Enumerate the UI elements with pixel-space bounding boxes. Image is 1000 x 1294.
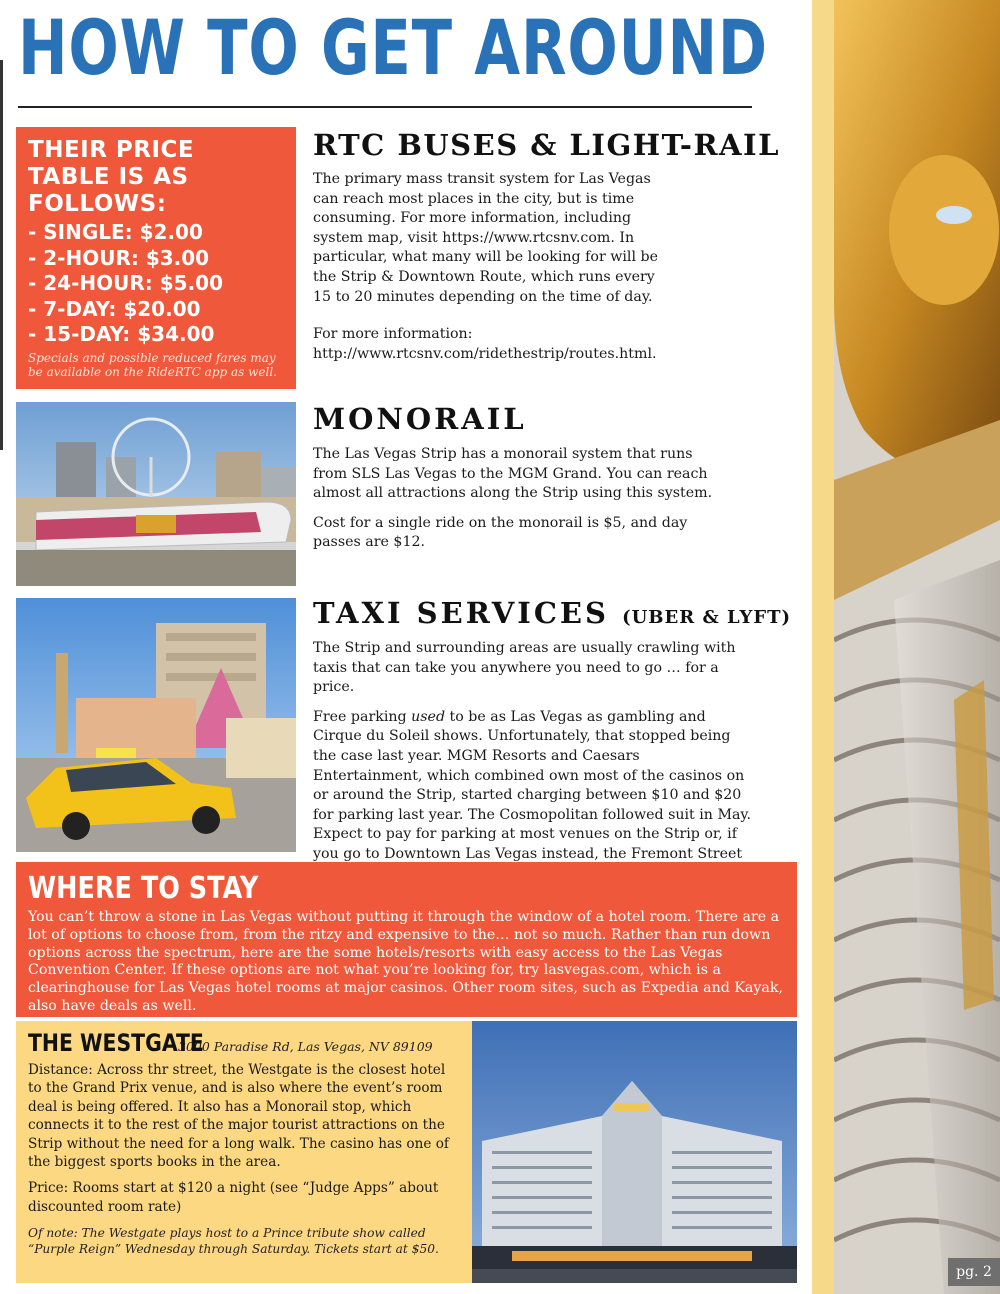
westgate-note: Of note: The Westgate plays host to a Prince tribute show called “Purple Reign” Wednesday through Saturday. Tickets start at $50.	[28, 1226, 439, 1257]
price-table-heading: THEIR PRICE TABLE IS AS FOLLOWS:	[28, 137, 195, 217]
parking-text-rest: to be as Las Vegas as gambling and Cirque du Soleil shows. Unfortunately, that stopped being the case last year. MGM Resorts and Caesars Entertainment, which combined own most of the casinos on or around the Strip, started charging between $10 and $20 for parking last year. The Cosmopolitan followed suit in May. Expect to pay for parking at most venues on the Strip or, if you go to Downtown Las Vegas instead, the Fremont Street	[313, 708, 752, 862]
side-decorative-art	[834, 0, 1000, 1294]
taxi-section-title	[313, 596, 791, 630]
side-color-strip	[812, 0, 834, 1294]
rtc-more-info: For more information: http://www.rtcsnv.com/ridethestrip/routes.html.	[313, 326, 657, 362]
taxi-photo	[16, 598, 296, 852]
taxi-paragraph: The Strip and surrounding areas are usually crawling with taxis that can take you anywhere you need to go … for a price.	[313, 640, 736, 696]
westgate-title: THE WESTGATE	[28, 1029, 204, 1057]
price-item: - 24-HOUR: $5.00	[28, 271, 223, 295]
price-item: - 2-HOUR: $3.00	[28, 245, 210, 270]
monorail-section-title: MONORAIL	[313, 402, 527, 436]
westgate-box	[16, 1021, 472, 1283]
where-to-stay-box	[16, 862, 797, 1017]
monorail-cost: Cost for a single ride on the monorail is $5, and day passes are $12.	[313, 514, 688, 551]
where-to-stay-text: You can’t throw a stone in Las Vegas without putting it through the window of a hotel room. There are a lot of options to choose from, from the ritzy and expensive to the… not so much. Rather than run down options across the spectrum, here are the some hotels/resorts with easy access to the Las Vegas Convention Center. If these options are not what you’re looking for, try lasvegas.com, which is a clearinghouse for Las Vegas hotel rooms at major casinos. Other room sites, such as Expedia and Kayak, also have deals as well.	[28, 909, 783, 1014]
rtc-paragraph: The primary mass transit system for Las Vegas can reach most places in the city, but is time consuming. For more information, including system map, visit https://www.rtcsnv.com. In particular, what many will be looking for will be the Strip & Downtown Route, which runs every 15 to 20 minutes depending on the time of day.	[313, 171, 658, 305]
title-rule	[18, 106, 752, 108]
price-table-box	[16, 127, 296, 389]
parking-paragraph	[313, 708, 753, 884]
monorail-photo	[16, 402, 296, 586]
parking-emphasis: used	[411, 708, 446, 725]
rtc-section-title: RTC BUSES & LIGHT-RAIL	[313, 128, 781, 162]
price-item: - 15-DAY: $34.00	[28, 322, 215, 346]
page-title: HOW TO GET AROUND	[18, 3, 768, 92]
price-note: Specials and possible reduced fares may be available on the RideRTC app as well.	[28, 350, 277, 379]
price-item: - SINGLE: $2.00	[28, 220, 203, 244]
price-item: - 7-DAY: $20.00	[28, 296, 201, 321]
westgate-price: Price: Rooms start at $120 a night (see “Judge Apps” about discounted room rate)	[28, 1180, 439, 1215]
westgate-address: 3000 Paradise Rd, Las Vegas, NV 89109	[178, 1039, 433, 1054]
monorail-section-body	[313, 445, 713, 553]
monorail-paragraph: The Las Vegas Strip has a monorail system that runs from SLS Las Vegas to the MGM Grand. You can reach almost all attractions along the Strip using this system.	[313, 446, 713, 502]
parking-text-start: Free parking	[313, 708, 412, 725]
westgate-hotel-photo	[472, 1021, 797, 1283]
rtc-section-body	[313, 170, 675, 364]
taxi-subtitle: (UBER & LYFT)	[622, 607, 792, 628]
westgate-header	[28, 1029, 460, 1057]
taxi-section-body	[313, 639, 753, 884]
left-margin-rule	[0, 60, 3, 450]
page-number: pg. 2	[948, 1258, 1000, 1286]
price-list	[28, 220, 284, 348]
westgate-distance: Distance: Across thr street, the Westgate is the closest hotel to the Grand Prix venue, and is also where the event’s room deal is being offered. It also has a Monorail stop, which connects it to the rest of the major tourist attractions on the Strip without the need for a long walk. The casino has one of the biggest sports books in the area.	[28, 1062, 449, 1171]
where-to-stay-heading: WHERE TO STAY	[28, 871, 259, 906]
taxi-title-text: TAXI SERVICES	[313, 596, 609, 630]
